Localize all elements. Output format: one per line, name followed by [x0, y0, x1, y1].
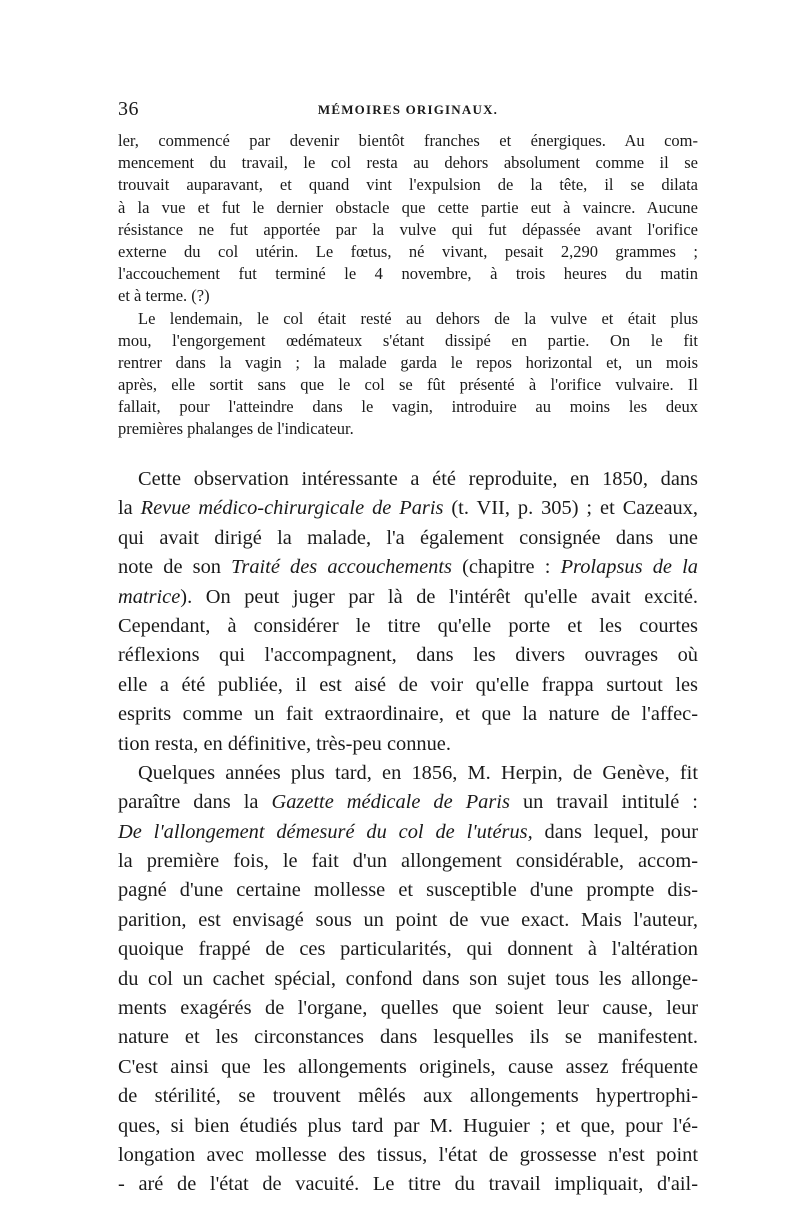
journal-title: Revue médico-chirurgicale de Paris [140, 497, 444, 520]
text-line: qui avait dirigé la malade, l'a également consignée dans une [118, 526, 698, 549]
text-line: de stérilité, se trouvent mêlés aux allongements hypertrophi- [118, 1085, 698, 1108]
observation-text-block [118, 130, 698, 441]
text-line: ments exagérés de l'organe, quelles que soient leur cause, leur [118, 997, 698, 1020]
text-line: Quelques années plus tard, en 1856, M. Herpin, de Genève, fit [138, 761, 698, 784]
text-line: réflexions qui l'accompagnent, dans les divers ouvrages où [118, 644, 698, 667]
journal-title: Gazette médicale de Paris [271, 791, 510, 814]
text-line: nature et les circonstances dans lesquelles ils se manifestent. [118, 1026, 698, 1049]
text-line: fallait, pour l'atteindre dans le vagin, introduire au moins les deux [118, 397, 698, 417]
chapter-title: Prolapsus de la [560, 556, 698, 579]
text-line: du col un cachet spécial, confond dans son sujet tous les allonge- [118, 967, 698, 990]
page-header [118, 98, 698, 128]
text-line: Cette observation intéressante a été reproduite, en 1850, dans [138, 468, 698, 490]
chapter-title: matrice [118, 585, 181, 608]
running-head: MÉMOIRES ORIGINAUX. [317, 102, 499, 117]
text-line: elle a été publiée, il est aisé de voir qu'elle frappa surtout les [118, 673, 698, 696]
text-line: Le lendemain, le col était resté au dehors de la vulve et était plus [138, 308, 698, 328]
text-line: matrice). On peut juger par là de l'intérêt qu'elle avait excité. [118, 585, 698, 608]
text-line: pagné d'une certaine mollesse et susceptible d'une prompte dis- [118, 879, 698, 902]
main-text-block [118, 465, 698, 1200]
text-line: la première fois, le fait d'un allongement considérable, accom- [118, 850, 698, 873]
text-line: esprits comme un fait extraordinaire, et que la nature de l'affec- [118, 703, 698, 726]
text-line: rentrer dans la vagin ; la malade garda le repos horizontal et, un mois [118, 352, 698, 372]
text-line: et à terme. (?) [118, 286, 210, 306]
text-line: ler, commencé par devenir bientôt franches et énergiques. Au com- [118, 131, 698, 150]
text-line: note de son Traité des accouchements (chapitre : Prolapsus de la [118, 556, 698, 579]
text-line: Cependant, à considérer le titre qu'elle porte et les courtes [118, 614, 698, 637]
text-line: à la vue et fut le dernier obstacle que cette partie eut à vaincre. Aucune [118, 197, 698, 217]
text-line: après, elle sortit sans que le col se fût présenté à l'orifice vulvaire. Il [118, 375, 698, 395]
text-line: tion resta, en définitive, très-peu connue. [118, 732, 451, 755]
text-line: - aré de l'état de vacuité. Le titre du travail impliquait, d'ail- [118, 1173, 698, 1196]
book-title: Traité des accouchements [231, 556, 452, 579]
text-line: quoique frappé de ces particularités, qui donnent à l'altération [118, 938, 698, 961]
text-line: longation avec mollesse des tissus, l'état de grossesse n'est point [118, 1143, 698, 1166]
text-line: trouvait auparavant, et quand vint l'expulsion de la tête, il se dilata [118, 175, 698, 195]
text-line: premières phalanges de l'indicateur. [118, 419, 354, 439]
page-number: 36 [118, 98, 139, 120]
text-line: résistance ne fut apportée par la vulve qui fut dépassée avant l'orifice [118, 219, 698, 239]
article-title: De l'allongement démesuré du col de l'utérus, [118, 820, 533, 843]
text-line: l'accouchement fut terminé le 4 novembre, à trois heures du matin [118, 264, 698, 284]
text-line: la Revue médico-chirurgicale de Paris (t. VII, p. 305) ; et Cazeaux, [118, 497, 698, 520]
text-line: mencement du travail, le col resta au dehors absolument comme il se [118, 153, 698, 173]
text-line: mou, l'engorgement œdémateux s'étant dissipé en partie. On le fit [118, 330, 698, 350]
text-line: C'est ainsi que les allongements originels, cause assez fréquente [118, 1055, 698, 1078]
text-line: De l'allongement démesuré du col de l'utérus, dans lequel, pour [118, 820, 698, 843]
text-line: parition, est envisagé sous un point de vue exact. Mais l'auteur, [118, 908, 698, 931]
text-line: paraître dans la Gazette médicale de Paris un travail intitulé : [118, 791, 698, 814]
text-line: externe du col utérin. Le fœtus, né vivant, pesait 2,290 grammes ; [118, 241, 698, 261]
text-line: ques, si bien étudiés plus tard par M. Huguier ; et que, pour l'é- [118, 1114, 698, 1137]
